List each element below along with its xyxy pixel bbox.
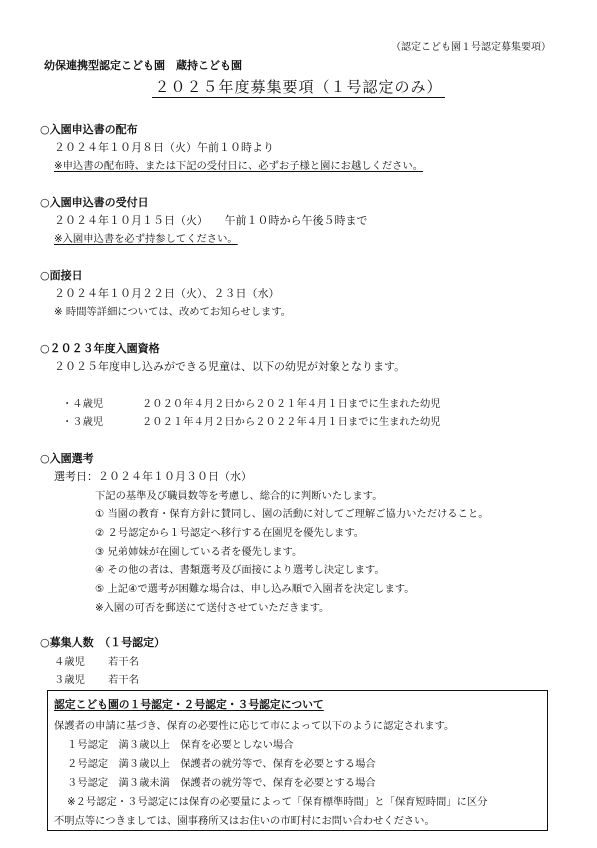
notice-intro: 保護者の申請に基づき、保育の必要性に応じて市によって以下のように認定されます。 xyxy=(54,720,455,732)
interview-heading: ○面接日 xyxy=(40,269,83,282)
selection-criterion: ④ その他の者は、書類選考及び面接により選考し決定します。 xyxy=(95,564,385,576)
notice-item: ３号認定 満３歳未満 保護者の就労等で、保育を必要とする場合 xyxy=(67,777,376,789)
notice-footer: 不明点等につきましては、園事務所又はお住いの市町村にお問い合わせください。 xyxy=(54,815,435,827)
eligibility-heading: ○２０２３年度入園資格 xyxy=(40,342,160,355)
eligibility-range-3: ２０２１年４月２日から２０２２年４月１日までに生まれた幼児 xyxy=(142,416,441,428)
eligibility-age-3: ・３歳児 xyxy=(62,416,104,428)
notice-item: １号認定 満３歳以上 保育を必要としない場合 xyxy=(67,739,294,751)
page-title xyxy=(0,76,597,97)
interview-note: ※ 時間等詳細については、改めてお知らせします。 xyxy=(54,306,292,318)
selection-note: ※入園の可否を郵送にて送付させていただきます。 xyxy=(95,602,330,614)
eligibility-age-4: ・４歳児 xyxy=(62,398,104,410)
distribution-date: ２０２４年１０月８日（火）午前１０時より xyxy=(54,141,274,154)
selection-criterion: ③ 兄弟姉妹が在園している者を優先します。 xyxy=(95,546,303,558)
selection-intro: 下記の基準及び職員数等を考慮し、総合的に判断いたします。 xyxy=(95,490,383,502)
selection-criterion: ② ２号認定から１号認定へ移行する在園児を優先します。 xyxy=(95,527,365,539)
capacity-count-4: 若干名 xyxy=(108,656,139,668)
capacity-age-3: ３歳児 xyxy=(54,674,85,686)
notice-title: 認定こども園の１号認定・２号認定・３号認定について xyxy=(54,698,324,711)
distribution-heading: ○入園申込書の配布 xyxy=(40,123,138,136)
interview-date: ２０２４年１０月２２日（火）、２３日（水） xyxy=(54,287,280,300)
reception-note: ※入園申込書を必ず持参してください。 xyxy=(54,233,238,245)
selection-criterion: ① 当園の教育・保育方針に賛同し、園の活動に対してご理解ご協力いただけること。 xyxy=(95,508,489,520)
eligibility-range-4: ２０２０年４月２日から２０２１年４月１日までに生まれた幼児 xyxy=(142,398,441,410)
selection-criterion: ⑤ 上記④で選考が困難な場合は、申し込み順で入園者を決定します。 xyxy=(95,583,415,595)
reception-heading: ○入園申込書の受付日 xyxy=(40,196,149,209)
selection-heading: ○入園選考 xyxy=(40,452,94,465)
notice-item: ※２号認定・３号認定には保育の必要量によって「保育標準時間」と「保育短時間」に区分 xyxy=(67,796,488,808)
capacity-heading: ○募集人数 （１号認定） xyxy=(40,636,166,649)
certification-notice-box xyxy=(47,690,548,831)
reception-date: ２０２４年１０月１５日（火） 午前１０時から午後５時まで xyxy=(54,214,368,227)
organization-name: 幼保連携型認定こども園 蔵持こども園 xyxy=(44,59,242,72)
notice-item: ２号認定 満３歳以上 保護者の就労等で、保育を必要とする場合 xyxy=(67,758,376,770)
selection-date: 選考日：２０２４年１０月３０日（水） xyxy=(54,470,252,483)
eligibility-intro: ２０２５年度申し込みができる児童は、以下の幼児が対象となります。 xyxy=(54,360,406,373)
capacity-age-4: ４歳児 xyxy=(54,656,85,668)
corner-note: （認定こども園１号認定募集要項） xyxy=(391,42,551,53)
capacity-count-3: 若干名 xyxy=(108,674,139,686)
distribution-note: ※申込書の配布時、または下記の受付日に、必ずお子様と園にお越しください。 xyxy=(54,160,424,172)
page-title-text: ２０２５年度募集要項（１号認定のみ） xyxy=(154,78,443,96)
